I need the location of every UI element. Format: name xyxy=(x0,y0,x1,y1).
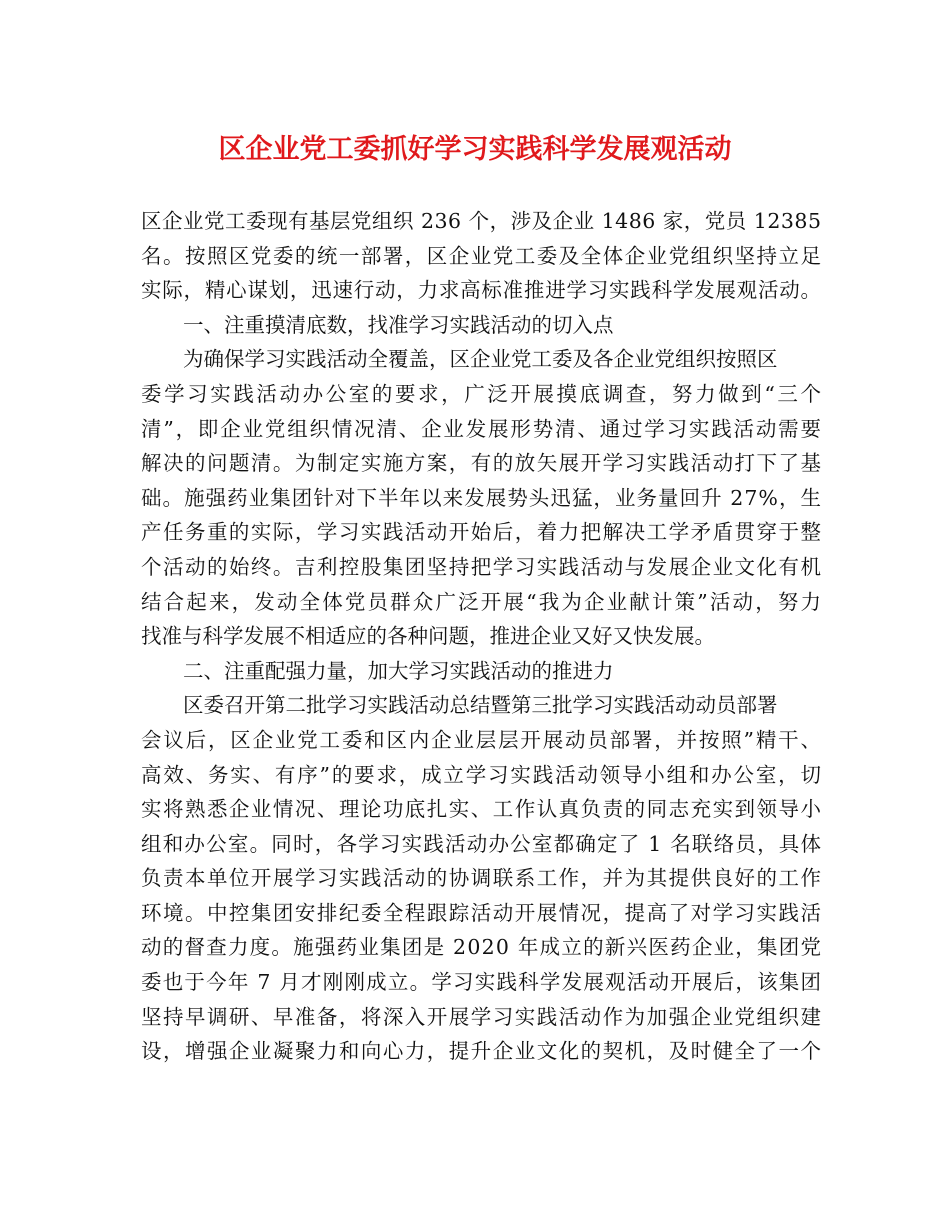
body-line xyxy=(141,861,821,896)
section-heading xyxy=(141,654,821,689)
body-line xyxy=(141,619,821,654)
body-line xyxy=(141,273,821,308)
body-line xyxy=(141,723,821,758)
body-line-text: 为确保学习实践活动全覆盖，区企业党工委及各企业党组织按照区 xyxy=(183,347,778,372)
body-line-text: 解决的问题清。为制定实施方案，有的放矢展开学习实践活动打下了基 xyxy=(141,451,823,476)
document-body xyxy=(141,204,824,1069)
section-heading-text: 二、注重配强力量，加大学习实践活动的推进力 xyxy=(183,658,614,683)
body-line xyxy=(141,688,821,723)
body-line-text: 区企业党工委现有基层党组织 236 个，涉及企业 1486 家，党员 12385 xyxy=(141,209,822,233)
body-line xyxy=(141,827,821,862)
body-line xyxy=(141,515,821,550)
body-line-text: 个活动的始终。吉利控股集团坚持把学习实践活动与发展企业文化有机 xyxy=(141,554,823,579)
body-line-text: 设，增强企业凝聚力和向心力，提升企业文化的契机，及时健全了一个 xyxy=(141,1039,823,1064)
body-line xyxy=(141,1034,821,1069)
section-heading-text: 一、注重摸清底数，找准学习实践活动的切入点 xyxy=(183,312,614,337)
body-line xyxy=(141,342,821,377)
body-line xyxy=(141,550,821,585)
body-line-text: 名。按照区党委的统一部署，区企业党工委及全体企业党组织坚持立足 xyxy=(141,243,823,268)
body-line-text: 产任务重的实际，学习实践活动开始后，着力把解决工学矛盾贯穿于整 xyxy=(141,520,823,545)
body-line-text: 实将熟悉企业情况、理论功底扎实、工作认真负责的同志充实到领导小 xyxy=(141,797,823,822)
body-line-text: 负责本单位开展学习实践活动的协调联系工作，并为其提供良好的工作 xyxy=(141,866,823,891)
body-line xyxy=(141,585,824,620)
body-line-text: 委学习实践活动办公室的要求，广泛开展摸底调查，努力做到“三个 xyxy=(141,381,824,406)
body-line-text: 高效、务实、有序”的要求，成立学习实践活动领导小组和办公室，切 xyxy=(141,762,823,787)
body-line-text: 组和办公室。同时，各学习实践活动办公室都确定了 1 名联络员，具体 xyxy=(141,831,823,856)
body-line xyxy=(141,204,821,239)
body-line xyxy=(141,965,821,1000)
body-line xyxy=(141,446,821,481)
body-line-text: 委也于今年 7 月才刚刚成立。学习实践科学发展观活动开展后，该集团 xyxy=(141,970,823,995)
section-heading xyxy=(141,308,821,343)
body-line-text: 动的督查力度。施强药业集团是 2020 年成立的新兴医药企业，集团党 xyxy=(141,935,823,960)
body-line-text: 区委召开第二批学习实践活动总结暨第三批学习实践活动动员部署 xyxy=(183,693,778,718)
body-line-text: 会议后，区企业党工委和区内企业层层开展动员部署，并按照”精干、 xyxy=(141,727,823,752)
body-line-text: 础。施强药业集团针对下半年以来发展势头迅猛，业务量回升 27%，生 xyxy=(141,485,823,510)
body-line-text: 实际，精心谋划，迅速行动，力求高标准推进学习实践科学发展观活动。 xyxy=(141,278,822,303)
body-line xyxy=(141,412,821,447)
body-line xyxy=(141,758,821,793)
body-line xyxy=(141,1000,821,1035)
body-line-text: 环境。中控集团安排纪委全程跟踪活动开展情况，提高了对学习实践活 xyxy=(141,900,823,925)
body-line xyxy=(141,792,821,827)
body-line xyxy=(141,481,821,516)
body-line-text: 坚持早调研、早准备，将深入开展学习实践活动作为加强企业党组织建 xyxy=(141,1004,823,1029)
body-line xyxy=(141,239,821,274)
body-line-text: 找准与科学发展不相适应的各种问题，推进企业又好又快发展。 xyxy=(141,624,715,649)
document-title: 区企业党工委抓好学习实践科学发展观活动 xyxy=(218,134,732,165)
body-line xyxy=(141,377,824,412)
body-line xyxy=(141,930,821,965)
body-line xyxy=(141,896,821,931)
body-line-text: 结合起来，发动全体党员群众广泛开展“我为企业献计策”活动，努力 xyxy=(141,589,824,614)
body-line-text: 清”，即企业党组织情况清、企业发展形势清、通过学习实践活动需要 xyxy=(141,416,823,441)
